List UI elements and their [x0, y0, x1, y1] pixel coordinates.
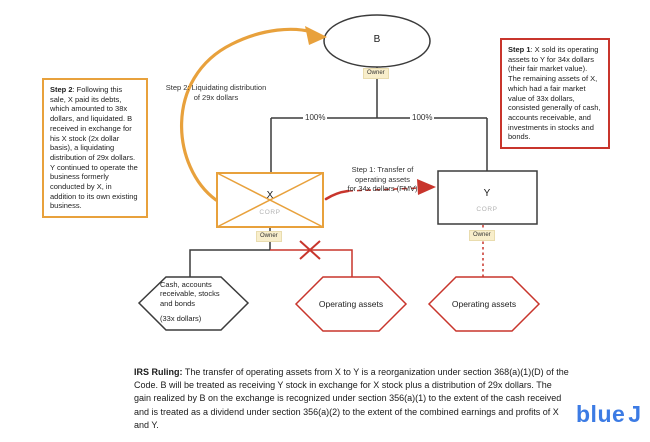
- irs-ruling-paragraph: [134, 366, 570, 432]
- irs-ruling-title: IRS Ruling:: [134, 367, 183, 377]
- corp-x-sublabel: CORP: [259, 209, 281, 216]
- corp-y-label: Y: [483, 188, 491, 199]
- step2-annotation-box: [42, 78, 148, 218]
- step1-annotation-title: Step 1: [508, 45, 531, 54]
- bluej-logo: [576, 401, 642, 428]
- corp-y-sublabel: CORP: [476, 206, 498, 213]
- step1-arrow-label-line3: for 34x dollars (FMV): [347, 184, 418, 193]
- bluej-logo-word: blue: [576, 401, 626, 427]
- step1-annotation-box: [500, 38, 610, 149]
- step2-arrow-label-line2: of 29x dollars: [193, 92, 239, 102]
- step1-annotation-text: : X sold its operating assets to Y for 34x dollars (their fair market value). The remaining assets of X, which had a fair market value of 33x dollars, consisted generally of cash, accounts receivable, and investments in stocks and bonds.: [508, 45, 601, 142]
- hex-operating-mid-label: Operating assets: [318, 299, 384, 309]
- entity-b-label: B: [373, 34, 381, 45]
- bluej-logo-letter: J: [628, 401, 642, 427]
- hex-cash-line1: Cash, accounts: [160, 280, 212, 289]
- corp-x-label: X: [266, 190, 274, 201]
- hex-cash-amount: (33x dollars): [160, 314, 202, 324]
- step2-annotation-text: : Following this sale, X paid its debts, which amounted to 38x dollars, and liquidated. B received in exchange for his X stock (2x dollar basis), a liquidating distribution of 29x dollars. Y continued to operate the business formerly conducted by X, in addition to its own existing business.: [50, 85, 138, 211]
- hex-cash-line3: and bonds: [160, 298, 196, 308]
- step2-arrow-label-line1: Step 2: Liquidating distribution: [165, 83, 267, 92]
- hex-cash-line2: receivable, stocks: [160, 289, 220, 299]
- step1-arrow-label-line2: operating assets: [354, 174, 411, 184]
- ownership-pct-left: 100%: [305, 113, 326, 122]
- edge-x-to-cash-hex: [190, 250, 270, 277]
- owner-badge-y: Owner: [469, 230, 495, 241]
- hex-cash-text: [160, 280, 240, 324]
- owner-badge-x: Owner: [256, 231, 282, 242]
- irs-ruling-text: The transfer of operating assets from X to Y is a reorganization under section 368(a)(1)(D) of the Code. B will be treated as receiving Y stock in exchange for X stock plus a distribution of 29x dollars. The gain realized by B on the exchange is recognized under section 356(a)(1) to the extent of the cash received and is treated as a dividend under section 356(a)(2) to the extent of the combined earnings and profits of X and Y.: [134, 367, 569, 430]
- hex-operating-right-label: Operating assets: [451, 299, 517, 309]
- step1-arrow-label-line1: Step 1: Transfer of: [351, 165, 414, 174]
- step2-arrow-label: [150, 83, 282, 102]
- ownership-pct-right: 100%: [412, 113, 433, 122]
- step1-arrow-label: [330, 165, 435, 194]
- step2-annotation-title: Step 2: [50, 85, 73, 94]
- edge-x-to-operating-severed: [270, 250, 352, 277]
- owner-badge-b: Owner: [363, 68, 389, 79]
